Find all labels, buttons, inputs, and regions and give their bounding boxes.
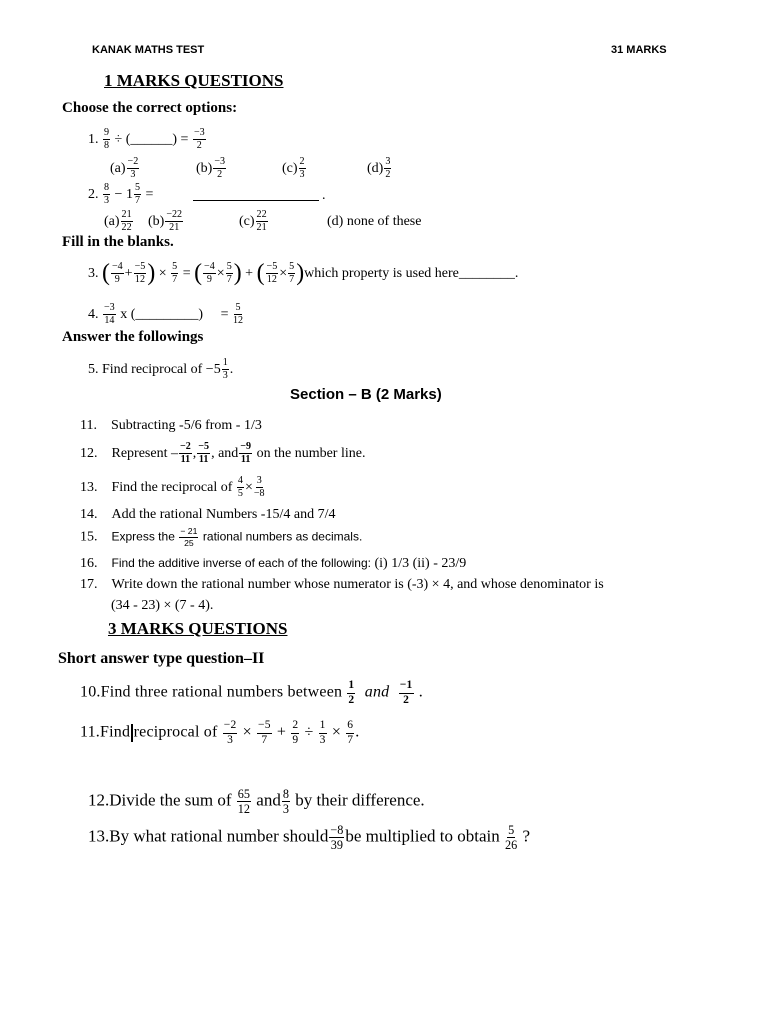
question-2: 2. $\frac{8}{3}$ − 1 $\frac{5}{7}$ =	[88, 182, 154, 207]
choose-instruction: Choose the correct options:	[62, 100, 238, 116]
sb-question-17-line2: (34 - 23) × (7 - 4).	[111, 598, 214, 613]
sc-question-11: 11.Find reciprocal of $\frac{-2}{3}$ × $\frac{-5}{7}$ + $\frac{2}{9}$ ÷ $\frac{1}{3}$ × $\frac{6}{7}$ .	[80, 719, 360, 746]
q1-option-b[interactable]: (b) $\frac{-3}{2}$	[196, 156, 226, 181]
q1-fraction-rhs: $\frac{-3}{2}$	[193, 127, 205, 152]
q1-option-a[interactable]: (a) $\frac{-2}{3}$	[110, 156, 139, 181]
sc-question-10: 10.Find three rational numbers between $\frac{1}{2}$ and $\frac{-1}{2}$ .	[80, 679, 423, 706]
q1-option-d[interactable]: (d) $\frac{3}{2}$	[367, 156, 391, 181]
text-cursor	[131, 724, 133, 742]
sb-question-12: 12. Represent – $\frac{-2}{11}$ , $\frac{-5}{11}$ , and $\frac{-9}{11}$ on the number line.	[80, 441, 366, 466]
sb-question-15: 15. Express the $\frac{- 21}{25}$ rational numbers as decimals.	[80, 526, 363, 548]
total-marks: 31 MARKS	[611, 44, 667, 56]
question-1	[88, 128, 207, 151]
sb-question-11: 11. Subtracting -5/6 from - 1/3	[80, 418, 262, 433]
q2-answer-blank[interactable]	[193, 200, 319, 201]
question-5: 5. Find reciprocal of −5 $\frac{1}{3}$ .	[88, 357, 234, 382]
q1-operator: ÷ (______) =	[114, 131, 189, 147]
sc-question-13: 13.By what rational number should $\frac{-8}{39}$ be multiplied to obtain $\frac{5}{26}$ ?	[88, 823, 531, 853]
section-a-title: 1 MARKS QUESTIONS	[104, 71, 284, 90]
q2-dot: .	[322, 188, 326, 203]
answer-title: Answer the followings	[62, 329, 204, 345]
sb-question-14: 14. Add the rational Numbers -15/4 and 7/4	[80, 507, 336, 522]
test-title: KANAK MATHS TEST	[92, 44, 205, 56]
q3-property-text: which property is used here________.	[304, 266, 519, 282]
q1-fraction-lhs: $\frac{9}{8}$	[104, 127, 110, 152]
question-4: 4. $\frac{-3}{14}$ x (_________) = $\frac{5}{12}$	[88, 302, 244, 327]
sb-question-16: 16. Find the additive inverse of each of the following: (i) 1/3 (ii) - 23/9	[80, 556, 467, 571]
section-b-title: Section – B (2 Marks)	[290, 386, 442, 403]
q2-option-d[interactable]: (d) none of these	[327, 214, 422, 229]
section-c-subtitle: Short answer type question–II	[58, 650, 265, 667]
sc-question-12: 12.Divide the sum of $\frac{65}{12}$ and $\frac{8}{3}$ by their difference.	[88, 787, 425, 817]
fill-blanks-title: Fill in the blanks.	[62, 234, 174, 250]
question-3: 3. ( $\frac{-4}{9}$ + $\frac{-5}{12}$ ) × $\frac{5}{7}$ = ( $\frac{-4}{9}$ × $\frac{5}{7}$ ) + ( $\frac{-5}{12}$ × $\frac{5}{7}$ )which property is used here________.	[88, 260, 519, 286]
q1-option-c[interactable]: (c) $\frac{2}{3}$	[282, 156, 305, 181]
sb-question-13: 13. Find the reciprocal of $\frac{4}{5}$ × $\frac{3}{-8}$	[80, 475, 265, 500]
q1-number: 1.	[88, 131, 99, 147]
section-c-title: 3 MARKS QUESTIONS	[108, 619, 288, 638]
sb-question-17: 17. Write down the rational number whose numerator is (-3) × 4, and whose denominator is	[80, 577, 604, 592]
q2-option-a[interactable]: (a) $\frac{21}{22}$	[104, 209, 132, 234]
q2-option-c[interactable]: (c) $\frac{22}{21}$	[239, 209, 267, 234]
q2-option-b[interactable]: (b) $\frac{-22}{21}$	[148, 209, 183, 234]
